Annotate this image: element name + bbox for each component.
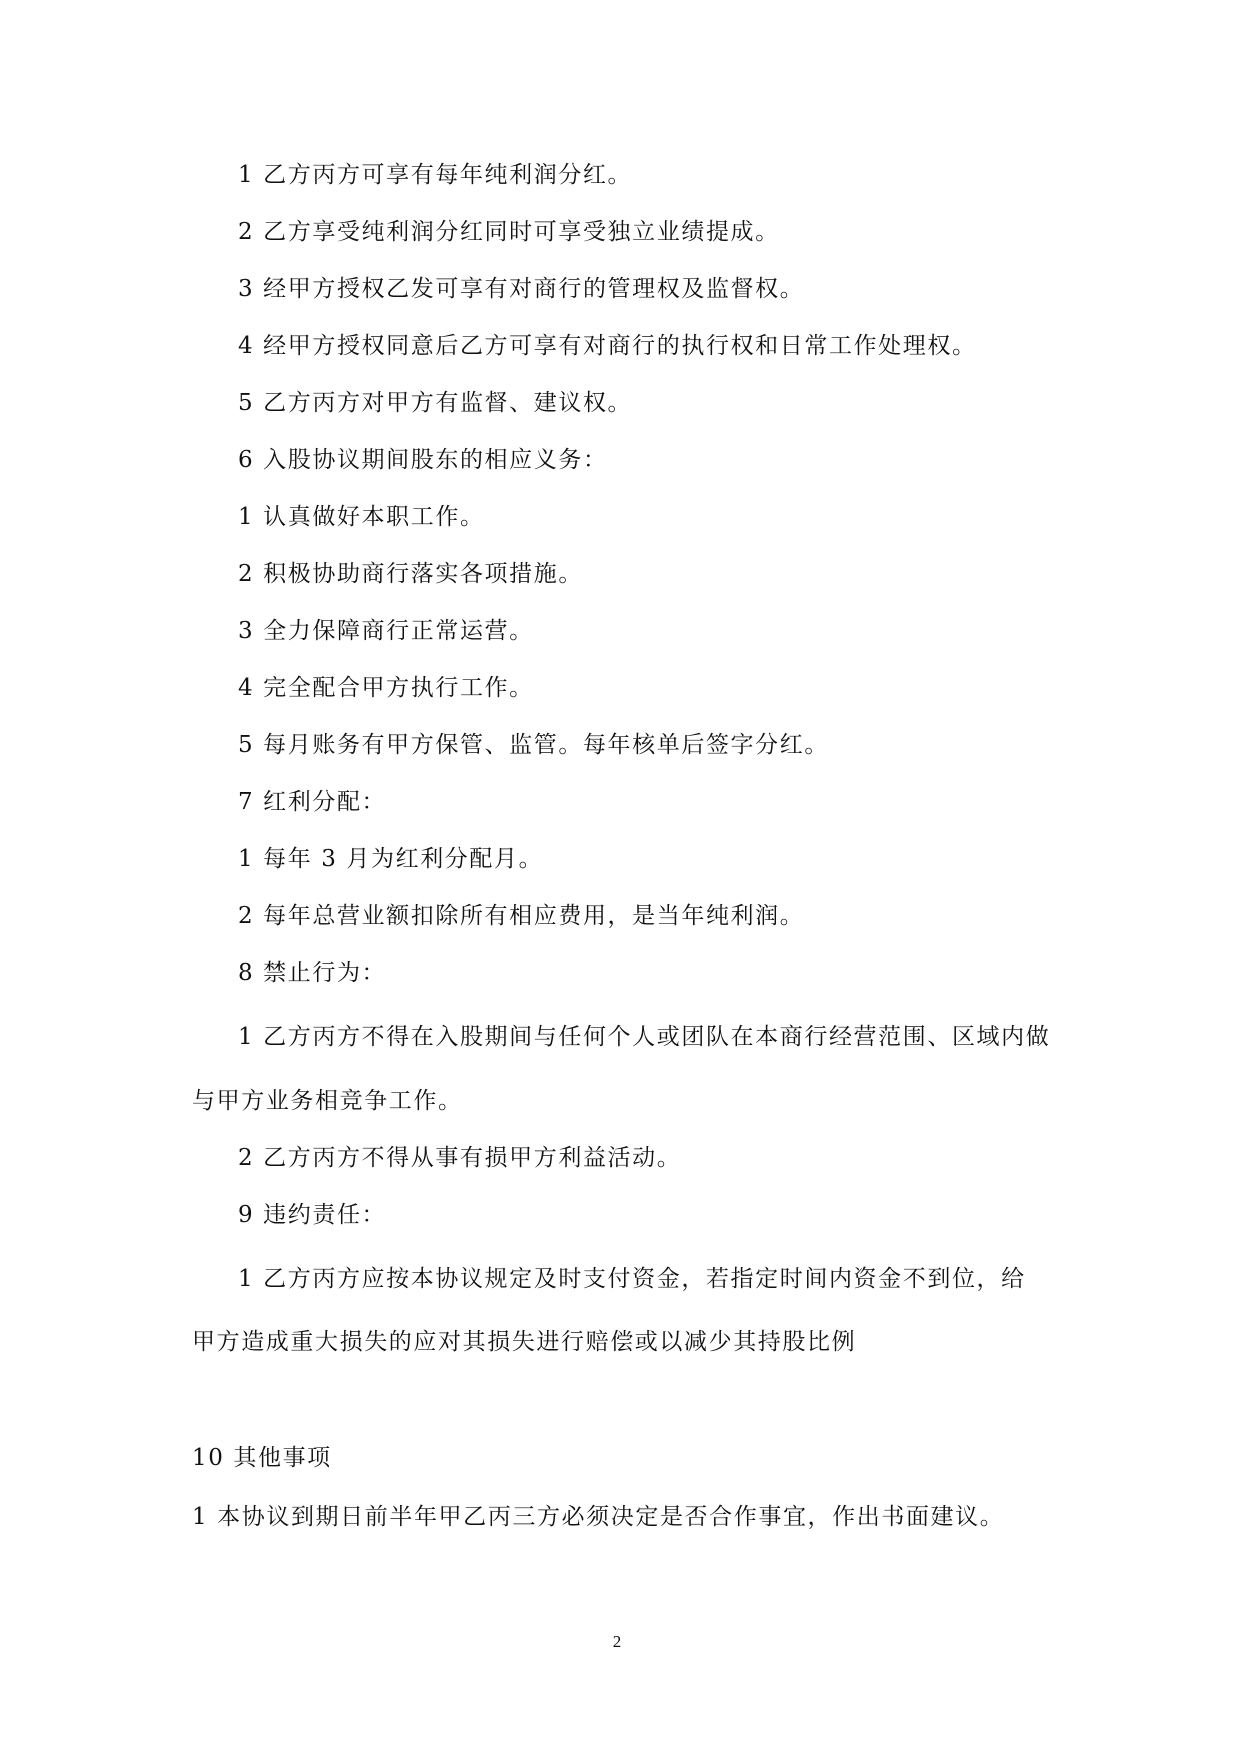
text-line: 1 每年 3 月为红利分配月。 xyxy=(238,846,544,872)
text-line: 1 乙方丙方应按本协议规定及时支付资金，若指定时间内资金不到位，给 xyxy=(238,1266,1026,1292)
text-line-continuation: 甲方造成重大损失的应对其损失进行赔偿或以减少其持股比例 xyxy=(192,1329,857,1355)
text-line: 2 积极协助商行落实各项措施。 xyxy=(238,561,583,587)
page-number: 2 xyxy=(612,1632,622,1651)
section-heading: 10 其他事项 xyxy=(192,1445,332,1471)
text-line: 2 乙方享受纯利润分红同时可享受独立业绩提成。 xyxy=(238,219,780,245)
text-line: 4 经甲方授权同意后乙方可享有对商行的执行权和日常工作处理权。 xyxy=(238,333,977,359)
section-heading: 9 违约责任： xyxy=(238,1202,387,1228)
text-line: 3 全力保障商行正常运营。 xyxy=(238,618,534,644)
section-heading: 6 入股协议期间股东的相应义务： xyxy=(238,447,608,473)
text-line: 5 乙方丙方对甲方有监督、建议权。 xyxy=(238,390,633,416)
text-line: 5 每月账务有甲方保管、监管。每年核单后签字分红。 xyxy=(238,732,829,758)
text-line: 2 每年总营业额扣除所有相应费用，是当年纯利润。 xyxy=(238,903,805,929)
section-heading: 7 红利分配： xyxy=(238,789,387,815)
text-line: 1 本协议到期日前半年甲乙丙三方必须决定是否合作事宜，作出书面建议。 xyxy=(192,1504,1005,1530)
text-line: 4 完全配合甲方执行工作。 xyxy=(238,675,534,701)
text-line: 1 认真做好本职工作。 xyxy=(238,504,485,530)
text-line: 1 乙方丙方不得在入股期间与任何个人或团队在本商行经营范围、区域内做 xyxy=(238,1024,1051,1050)
text-line: 1 乙方丙方可享有每年纯利润分红。 xyxy=(238,162,633,188)
text-line: 2 乙方丙方不得从事有损甲方利益活动。 xyxy=(238,1145,682,1171)
text-line: 3 经甲方授权乙发可享有对商行的管理权及监督权。 xyxy=(238,276,805,302)
text-line-continuation: 与甲方业务相竞争工作。 xyxy=(192,1088,463,1114)
section-heading: 8 禁止行为： xyxy=(238,960,387,986)
